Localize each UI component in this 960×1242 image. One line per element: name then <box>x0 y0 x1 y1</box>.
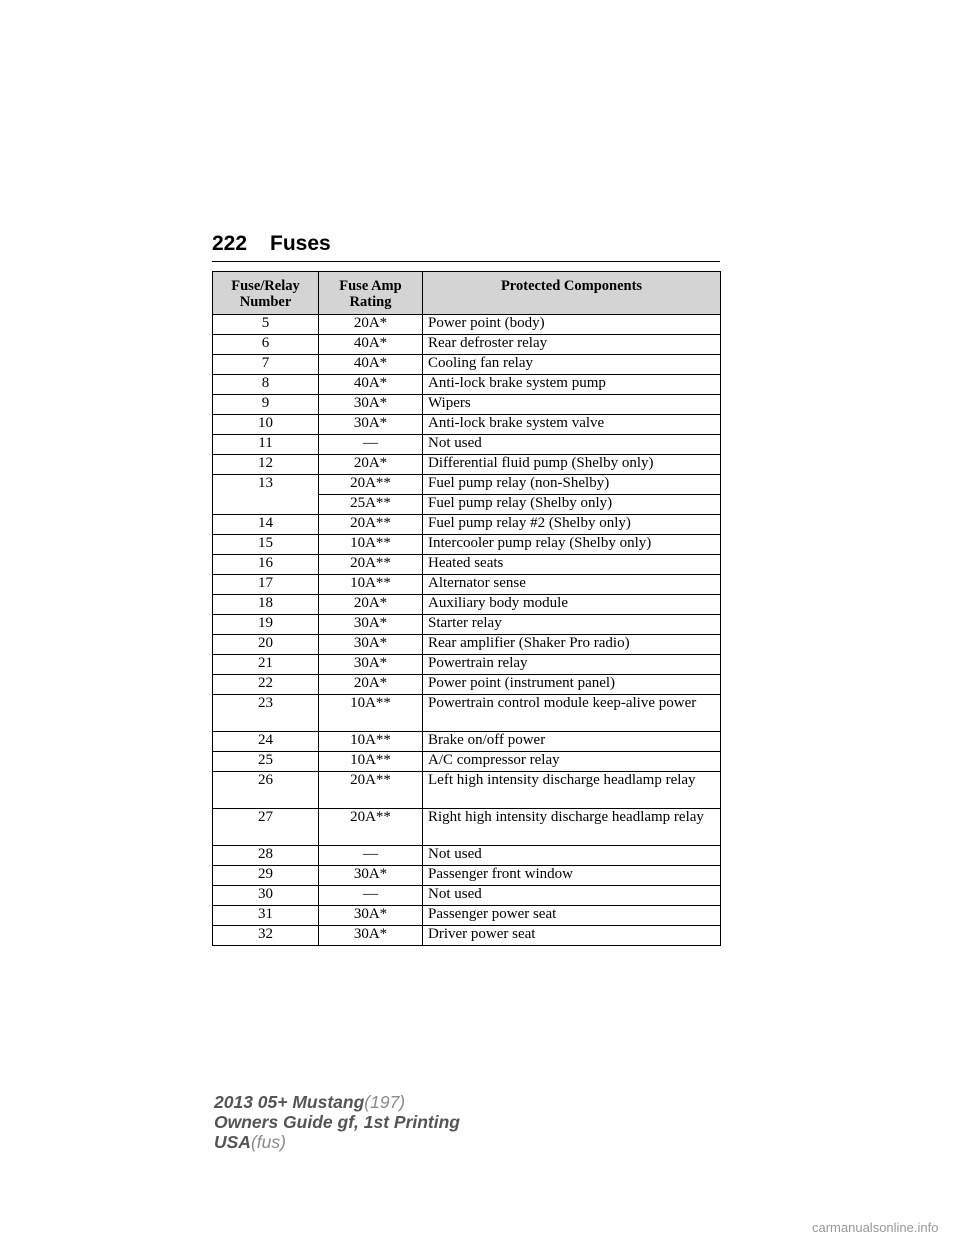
table-row <box>213 675 721 695</box>
cell-component: Driver power seat <box>423 926 721 946</box>
col-header-number-line2: Number <box>239 294 292 310</box>
table-row <box>213 355 721 375</box>
table-row <box>213 335 721 355</box>
table-row <box>213 515 721 535</box>
cell-component: Differential fluid pump (Shelby only) <box>423 455 721 475</box>
cell-number: 31 <box>213 906 319 926</box>
cell-number: 25 <box>213 752 319 772</box>
cell-amp: 30A* <box>319 906 423 926</box>
cell-number: 19 <box>213 615 319 635</box>
cell-amp: 10A** <box>319 695 423 732</box>
cell-component: Passenger front window <box>423 866 721 886</box>
footer-line-2 <box>214 1112 460 1132</box>
cell-number: 22 <box>213 675 319 695</box>
table-row <box>213 772 721 809</box>
cell-number: 7 <box>213 355 319 375</box>
section-title: Fuses <box>270 232 331 255</box>
footer-guide: Owners Guide gf, 1st Printing <box>214 1112 460 1132</box>
cell-amp: 25A** <box>319 495 423 515</box>
table-row <box>213 846 721 866</box>
table-row <box>213 475 721 495</box>
table-row <box>213 315 721 335</box>
cell-component: Brake on/off power <box>423 732 721 752</box>
cell-component: Cooling fan relay <box>423 355 721 375</box>
cell-amp: 30A* <box>319 415 423 435</box>
cell-amp: 20A** <box>319 515 423 535</box>
cell-amp: 20A* <box>319 675 423 695</box>
cell-number: 18 <box>213 595 319 615</box>
cell-component: Intercooler pump relay (Shelby only) <box>423 535 721 555</box>
cell-number: 13 <box>213 475 319 495</box>
cell-amp: 20A** <box>319 809 423 846</box>
col-header-amp <box>319 272 423 315</box>
footer-section-code: (fus) <box>250 1132 286 1152</box>
table-row <box>213 435 721 455</box>
footer-market: USA <box>214 1132 251 1152</box>
cell-amp: 10A** <box>319 575 423 595</box>
cell-component: Passenger power seat <box>423 906 721 926</box>
cell-amp: 40A* <box>319 335 423 355</box>
cell-amp: 20A* <box>319 455 423 475</box>
col-header-number <box>213 272 319 315</box>
footer-line-3 <box>214 1132 460 1152</box>
watermark: carmanualsonline.info <box>812 1220 939 1235</box>
cell-amp: — <box>319 846 423 866</box>
cell-amp: — <box>319 435 423 455</box>
col-header-amp-line2: Rating <box>349 294 392 310</box>
col-header-number-line1: Fuse/Relay <box>231 278 300 294</box>
footer-line-1 <box>214 1092 460 1112</box>
cell-component: Power point (body) <box>423 315 721 335</box>
col-header-amp-line1: Fuse Amp <box>339 278 402 294</box>
cell-number: 30 <box>213 886 319 906</box>
fuse-table <box>212 271 721 946</box>
table-header-row <box>213 272 721 315</box>
cell-component: Heated seats <box>423 555 721 575</box>
cell-number: 27 <box>213 809 319 846</box>
cell-component: Fuel pump relay (non-Shelby) <box>423 475 721 495</box>
cell-amp: — <box>319 886 423 906</box>
cell-number: 10 <box>213 415 319 435</box>
table-row <box>213 906 721 926</box>
table-row <box>213 455 721 475</box>
table-row <box>213 695 721 732</box>
table-row <box>213 535 721 555</box>
cell-component: Anti-lock brake system valve <box>423 415 721 435</box>
cell-amp: 20A* <box>319 315 423 335</box>
table-row <box>213 752 721 772</box>
cell-amp: 20A** <box>319 772 423 809</box>
cell-component: Wipers <box>423 395 721 415</box>
cell-component: Not used <box>423 435 721 455</box>
cell-component: Right high intensity discharge headlamp relay <box>423 809 721 846</box>
cell-component: Rear amplifier (Shaker Pro radio) <box>423 635 721 655</box>
cell-amp: 40A* <box>319 375 423 395</box>
cell-component: Alternator sense <box>423 575 721 595</box>
cell-component: Not used <box>423 886 721 906</box>
cell-number: 15 <box>213 535 319 555</box>
table-row <box>213 595 721 615</box>
footer-page-code: (197) <box>364 1092 406 1112</box>
cell-component: Powertrain control module keep-alive power <box>423 695 721 732</box>
table-row <box>213 555 721 575</box>
cell-amp: 20A* <box>319 595 423 615</box>
cell-amp: 30A* <box>319 655 423 675</box>
cell-amp: 30A* <box>319 395 423 415</box>
header-divider <box>212 261 720 262</box>
cell-component: Rear defroster relay <box>423 335 721 355</box>
cell-amp: 30A* <box>319 615 423 635</box>
table-row <box>213 495 721 515</box>
cell-amp: 10A** <box>319 535 423 555</box>
cell-component: Left high intensity discharge headlamp relay <box>423 772 721 809</box>
col-header-components-label: Protected Components <box>500 278 643 294</box>
cell-component: Anti-lock brake system pump <box>423 375 721 395</box>
cell-component: Powertrain relay <box>423 655 721 675</box>
cell-amp: 40A* <box>319 355 423 375</box>
table-row <box>213 575 721 595</box>
cell-number: 5 <box>213 315 319 335</box>
page-header <box>212 232 720 260</box>
cell-component: Fuel pump relay (Shelby only) <box>423 495 721 515</box>
cell-amp: 30A* <box>319 866 423 886</box>
cell-component: Fuel pump relay #2 (Shelby only) <box>423 515 721 535</box>
table-row <box>213 615 721 635</box>
cell-number: 20 <box>213 635 319 655</box>
table-row <box>213 926 721 946</box>
cell-component: Not used <box>423 846 721 866</box>
cell-number: 32 <box>213 926 319 946</box>
table-row <box>213 866 721 886</box>
table-row <box>213 886 721 906</box>
cell-number: 28 <box>213 846 319 866</box>
cell-amp: 30A* <box>319 635 423 655</box>
table-row <box>213 732 721 752</box>
cell-amp: 20A** <box>319 555 423 575</box>
cell-number: 26 <box>213 772 319 809</box>
cell-number <box>213 495 319 515</box>
cell-number: 17 <box>213 575 319 595</box>
cell-number: 11 <box>213 435 319 455</box>
cell-number: 14 <box>213 515 319 535</box>
col-header-components <box>423 272 721 315</box>
table-row <box>213 655 721 675</box>
cell-component: Power point (instrument panel) <box>423 675 721 695</box>
cell-component: Auxiliary body module <box>423 595 721 615</box>
cell-number: 23 <box>213 695 319 732</box>
table-row <box>213 395 721 415</box>
cell-number: 21 <box>213 655 319 675</box>
cell-number: 9 <box>213 395 319 415</box>
cell-number: 29 <box>213 866 319 886</box>
table-row <box>213 375 721 395</box>
table-row <box>213 635 721 655</box>
cell-amp: 10A** <box>319 752 423 772</box>
cell-number: 6 <box>213 335 319 355</box>
cell-amp: 10A** <box>319 732 423 752</box>
cell-amp: 20A** <box>319 475 423 495</box>
cell-number: 24 <box>213 732 319 752</box>
cell-component: A/C compressor relay <box>423 752 721 772</box>
page-number: 222 <box>212 232 248 255</box>
cell-number: 16 <box>213 555 319 575</box>
cell-amp: 30A* <box>319 926 423 946</box>
footer-model: 2013 05+ Mustang <box>214 1092 365 1112</box>
cell-number: 12 <box>213 455 319 475</box>
cell-component: Starter relay <box>423 615 721 635</box>
table-row <box>213 415 721 435</box>
page-footer <box>214 1092 460 1152</box>
cell-number: 8 <box>213 375 319 395</box>
table-row <box>213 809 721 846</box>
